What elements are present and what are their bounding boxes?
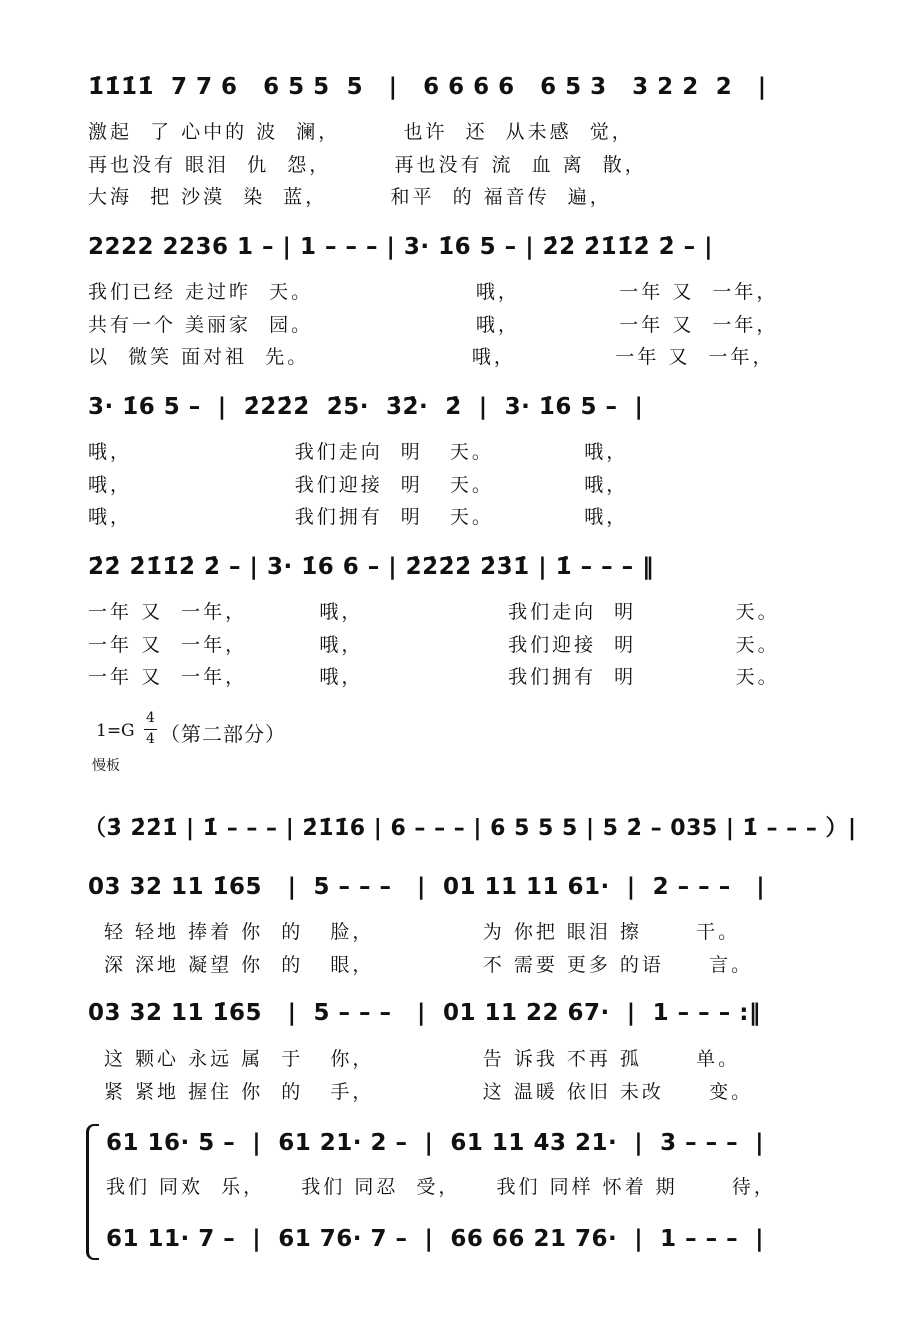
lyric-verse-3: 一年 又 一年， 哦， 我们拥有 明 天。 bbox=[88, 666, 780, 688]
notation-line: 2222 2236 1 – | 1 – – – | 3· 1̇6 5 – | 2̇2̇ 2̇1̇1̇2̇ 2̇ – | bbox=[88, 234, 714, 260]
time-signature-bottom: 4 bbox=[146, 731, 155, 747]
key-signature: 1=G bbox=[96, 721, 135, 741]
notation-line: 3· 1̇6 5 – | 2̇2̇2̇2̇ 2̇5· 3̇2̇· 2̇ | 3· 1̇6 5 – | bbox=[88, 394, 644, 420]
notation-line-upper: 61 16· 5 – | 61 21· 2 – | 61 11 43 21· | 3 – – – | bbox=[106, 1130, 765, 1156]
tempo-marking: 慢板 bbox=[92, 758, 120, 774]
lyric-verse-2: 深 深地 凝望 你 的 眼， 不 需要 更多 的语 言。 bbox=[104, 954, 754, 976]
lyric-verse-3: 哦， 我们拥有 明 天。 哦， bbox=[88, 506, 629, 528]
lyric-verse-2: 紧 紧地 握住 你 的 手， 这 温暖 依旧 未改 变。 bbox=[104, 1081, 754, 1103]
lyric-verse-1: 我们 同欢 乐， 我们 同忍 受， 我们 同样 怀着 期 待， bbox=[106, 1176, 776, 1198]
intro-notation: （3̇ 2̇2̇1̇ | 1̇ – – – | 2̇1̇1̇6 | 6 – – – | 6 5 5 5 | 5 2̇ – 035 | 1̇ – – – ）| bbox=[84, 816, 857, 841]
lyric-verse-2: 共有一个 美丽家 园。 哦， 一年 又 一年， bbox=[88, 314, 779, 336]
lyric-verse-2: 再也没有 眼泪 仇 怨， 再也没有 流 血 离 散， bbox=[88, 154, 647, 176]
lyric-verse-1: 一年 又 一年， 哦， 我们走向 明 天。 bbox=[88, 601, 780, 623]
notation-line: 03 32 11 1̇65 | 5 – – – | 01 11 22 67· | 1 – – – :‖ bbox=[88, 1000, 761, 1026]
lyric-verse-1: 哦， 我们走向 明 天。 哦， bbox=[88, 441, 629, 463]
notation-line: 2̇2̇ 2̇1̇1̇2̇ 2̇ – | 3· 1̇6 6 – | 2̇2̇2̇2̇ 2̇3̇1̇ | 1̇ – – – ‖ bbox=[88, 554, 655, 580]
time-signature-top: 4 bbox=[146, 710, 155, 726]
lyric-verse-2: 哦， 我们迎接 明 天。 哦， bbox=[88, 474, 629, 496]
lyric-verse-1: 轻 轻地 捧着 你 的 脸， 为 你把 眼泪 擦 干。 bbox=[104, 921, 741, 943]
time-signature-rule bbox=[144, 729, 157, 730]
lyric-verse-3: 大海 把 沙漠 染 蓝， 和平 的 福音传 遍， bbox=[88, 186, 612, 208]
notation-line: 03 32 11 1̇65 | 5 – – – | 01 11 11 61· | 2 – – – | bbox=[88, 874, 766, 900]
lyric-verse-1: 这 颗心 永远 属 于 你， 告 诉我 不再 孤 单。 bbox=[104, 1048, 741, 1070]
notation-line: 1̇1̇1̇1̇ 7 7 6 6 5 5 5 | 6 6 6 6 6 5 3 3 2 2 2 | bbox=[88, 74, 767, 100]
lyric-verse-2: 一年 又 一年， 哦， 我们迎接 明 天。 bbox=[88, 634, 780, 656]
lyric-verse-3: 以 微笑 面对祖 先。 哦， 一年 又 一年， bbox=[88, 346, 775, 368]
lyric-verse-1: 我们已经 走过昨 天。 哦， 一年 又 一年， bbox=[88, 281, 779, 303]
system-bracket bbox=[86, 1124, 99, 1260]
notation-line-lower: 61 11· 7 – | 61 76· 7 – | 66 66 21 76· | 1 – – – | bbox=[106, 1226, 765, 1252]
section-title: （第二部分） bbox=[160, 722, 286, 746]
lyric-verse-1: 激起 了 心中的 波 澜， 也许 还 从未感 觉， bbox=[88, 121, 634, 143]
